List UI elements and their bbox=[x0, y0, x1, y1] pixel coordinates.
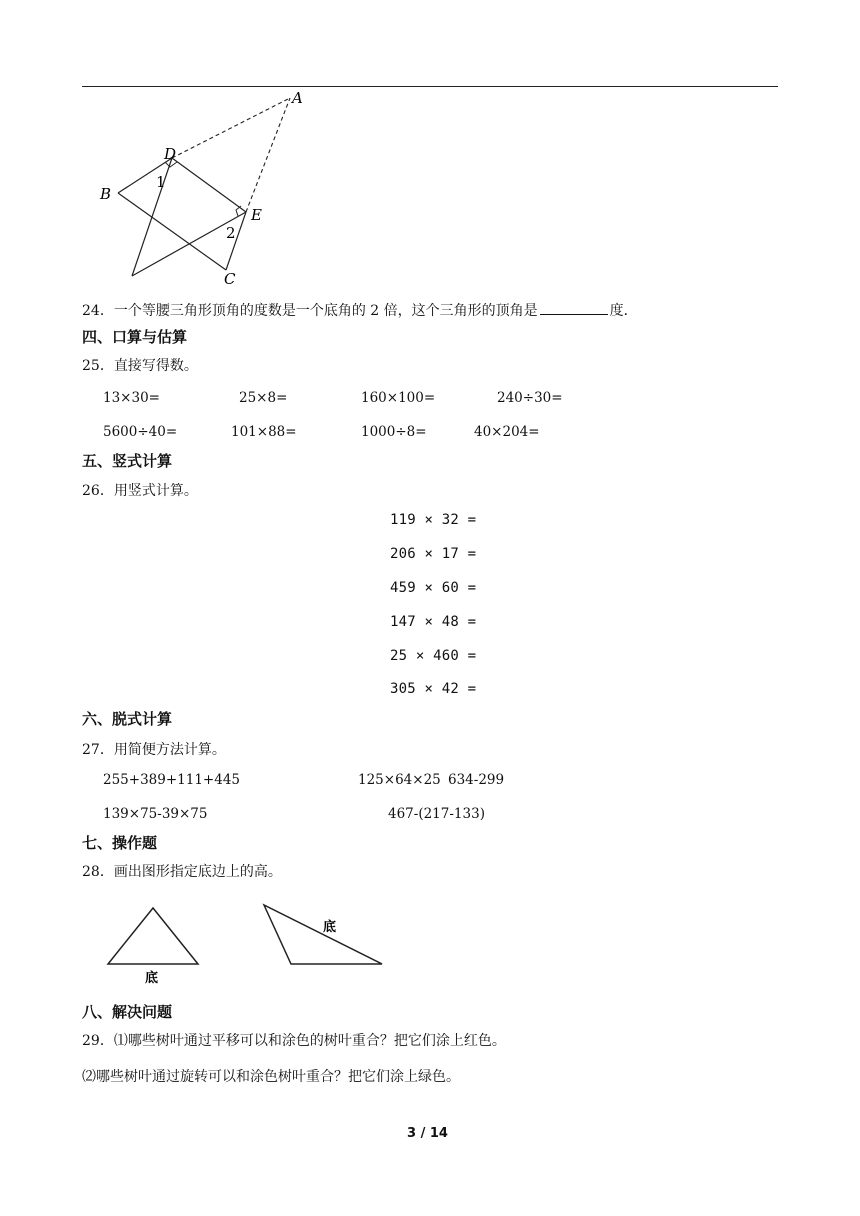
section-heading-6: 六、脱式计算 bbox=[82, 710, 173, 728]
label-b: B bbox=[100, 185, 112, 203]
q24-unit: 度． bbox=[609, 303, 638, 319]
label-d: D bbox=[164, 145, 177, 163]
base-label: 底 bbox=[145, 971, 159, 986]
dashed-da bbox=[172, 98, 290, 158]
dashed-ea bbox=[246, 98, 290, 212]
question-24 bbox=[82, 300, 638, 320]
simplify-expression: 255+389+111+445 bbox=[103, 772, 241, 788]
section-heading-8: 八、解决问题 bbox=[82, 1003, 173, 1021]
mental-calc-item: 13×30= bbox=[103, 390, 160, 406]
quadrilateral-figure bbox=[95, 88, 303, 288]
simplify-expression: 467-(217-133) bbox=[388, 806, 485, 822]
header-rule bbox=[82, 86, 778, 87]
triangles-figure bbox=[100, 898, 390, 988]
question-29-part-1: 29．⑴哪些树叶通过平移可以和涂色的树叶重合？把它们涂上红色。 bbox=[82, 1033, 506, 1049]
mental-calc-item: 5600÷40= bbox=[103, 424, 178, 440]
mental-calc-item: 101×88= bbox=[231, 424, 297, 440]
section-heading-5: 五、竖式计算 bbox=[82, 452, 173, 470]
acute-triangle bbox=[108, 908, 198, 964]
section-heading-7: 七、操作题 bbox=[82, 834, 158, 852]
label-angle-1: 1 bbox=[156, 173, 166, 191]
mental-calc-item: 40×204= bbox=[474, 424, 540, 440]
vertical-calc-item: 147 × 48 = bbox=[390, 614, 477, 630]
label-c: C bbox=[224, 270, 236, 288]
vertical-calc-item: 119 × 32 = bbox=[390, 512, 477, 528]
mental-calc-item: 160×100= bbox=[361, 390, 436, 406]
segment-fe bbox=[132, 212, 246, 276]
vertical-calc-item: 459 × 60 = bbox=[390, 580, 477, 596]
question-28-prompt: 28．画出图形指定底边上的高。 bbox=[82, 864, 282, 880]
question-26-prompt: 26．用竖式计算。 bbox=[82, 483, 198, 499]
label-angle-2: 2 bbox=[226, 224, 236, 242]
mental-calc-item: 1000÷8= bbox=[361, 424, 427, 440]
vertical-calc-item: 206 × 17 = bbox=[390, 546, 477, 562]
mental-calc-item: 240÷30= bbox=[497, 390, 563, 406]
answer-blank[interactable] bbox=[540, 302, 608, 315]
label-e: E bbox=[251, 206, 262, 224]
mental-calc-item: 25×8= bbox=[239, 390, 288, 406]
question-27-prompt: 27．用简便方法计算。 bbox=[82, 742, 226, 758]
vertical-calc-item: 305 × 42 = bbox=[390, 681, 477, 697]
simplify-expression: 139×75-39×75 bbox=[103, 806, 208, 822]
vertical-calc-item: 25 × 460 = bbox=[390, 648, 477, 664]
simplify-expression: 125×64×25 bbox=[358, 772, 441, 788]
q24-text: 24．一个等腰三角形顶角的度数是一个底角的 2 倍，这个三角形的顶角是 bbox=[82, 303, 538, 319]
simplify-expression: 634-299 bbox=[448, 772, 505, 788]
page-number: 3 / 14 bbox=[407, 1126, 448, 1141]
question-29-part-2: ⑵哪些树叶通过旋转可以和涂色树叶重合？把它们涂上绿色。 bbox=[82, 1069, 460, 1085]
segment-fd bbox=[132, 158, 172, 276]
segment-bc bbox=[118, 193, 226, 270]
question-25-prompt: 25．直接写得数。 bbox=[82, 358, 198, 374]
section-heading-4: 四、口算与估算 bbox=[82, 328, 188, 346]
label-a: A bbox=[292, 89, 303, 107]
segment-de bbox=[172, 158, 246, 212]
base-label: 底 bbox=[323, 920, 337, 935]
